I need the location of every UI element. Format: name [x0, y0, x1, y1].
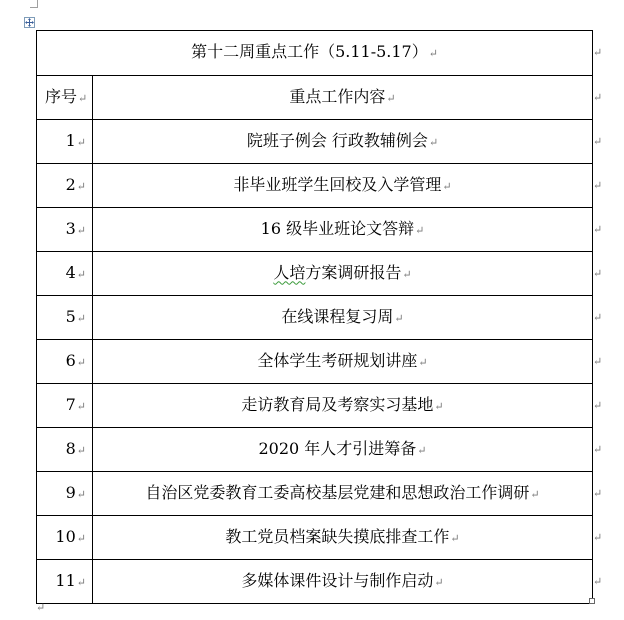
row-index-cell[interactable]: [37, 340, 93, 384]
row-index: 4: [65, 262, 76, 282]
table-row: [37, 384, 593, 428]
row-content: 非毕业班学生回校及入学管理: [233, 174, 442, 194]
cell-end-mark: ↵: [530, 487, 540, 501]
cell-end-mark: ↵: [450, 531, 460, 545]
cell-end-mark: ↵: [76, 267, 86, 281]
row-index-cell[interactable]: [37, 296, 93, 340]
row-index-cell[interactable]: [37, 560, 93, 604]
row-end-mark: ↵: [593, 178, 603, 192]
cell-end-mark: ↵: [428, 135, 439, 149]
cell-end-mark: ↵: [418, 355, 428, 369]
row-index-cell[interactable]: [37, 384, 93, 428]
cell-end-mark: ↵: [76, 223, 86, 237]
row-index-cell[interactable]: [37, 164, 93, 208]
row-index: 7: [65, 394, 76, 414]
row-index-cell[interactable]: [37, 516, 93, 560]
row-index-cell[interactable]: [37, 208, 93, 252]
row-index: 11: [55, 570, 76, 590]
row-end-mark: ↵: [593, 354, 603, 368]
cell-end-mark: ↵: [394, 311, 404, 325]
row-content: 自治区党委教育工委高校基层党建和思想政治工作调研: [145, 482, 530, 502]
row-end-mark: ↵: [593, 222, 603, 236]
cell-end-mark: ↵: [76, 399, 86, 413]
header-index-label: 序号: [45, 86, 78, 106]
row-index: 8: [65, 438, 76, 458]
row-end-mark: ↵: [593, 266, 603, 280]
row-index-cell[interactable]: [37, 428, 93, 472]
corner-mark: [30, 7, 38, 8]
cell-end-mark: ↵: [76, 355, 86, 369]
cell-end-mark: ↵: [428, 47, 438, 60]
trailing-paragraph-mark: ↵: [36, 601, 46, 614]
cell-end-mark: ↵: [402, 267, 412, 281]
row-content: 16 级毕业班论文答辩: [260, 218, 415, 238]
header-content-cell[interactable]: [93, 76, 593, 120]
header-content-label: 重点工作内容: [289, 86, 386, 106]
table-row: [37, 340, 593, 384]
cell-end-mark: ↵: [415, 223, 425, 237]
work-plan-table: [36, 30, 593, 604]
cell-end-mark: ↵: [76, 443, 86, 457]
row-index: 9: [65, 482, 76, 502]
table-title-cell[interactable]: [37, 31, 593, 76]
row-content-cell[interactable]: [93, 252, 593, 296]
table-resize-handle[interactable]: [589, 598, 595, 604]
row-index: 5: [65, 306, 76, 326]
row-end-mark: ↵: [593, 398, 603, 412]
table-row: [37, 164, 593, 208]
table-row: [37, 252, 593, 296]
row-end-mark: ↵: [593, 530, 603, 544]
table-row: [37, 296, 593, 340]
row-index-cell[interactable]: [37, 120, 93, 164]
cell-end-mark: ↵: [442, 179, 452, 193]
row-end-mark: ↵: [593, 486, 603, 500]
table-row: [37, 120, 593, 164]
cell-end-mark: ↵: [434, 575, 444, 589]
spellcheck-underline: 人培: [273, 262, 306, 282]
row-content: 人培方案调研报告: [273, 262, 402, 282]
row-end-mark: ↵: [593, 310, 603, 324]
move-arrows-icon: [25, 18, 34, 27]
row-content-cell[interactable]: [93, 516, 593, 560]
row-content: 全体学生考研规划讲座: [257, 350, 418, 370]
cell-end-mark: ↵: [78, 91, 88, 105]
row-content: 2020 年人才引进筹备: [258, 438, 417, 458]
table-row: [37, 472, 593, 516]
header-index-cell[interactable]: [37, 76, 93, 120]
row-content-cell[interactable]: [93, 120, 593, 164]
row-index: 3: [65, 218, 76, 238]
row-content-cell[interactable]: [93, 472, 593, 516]
table-row: [37, 516, 593, 560]
cell-end-mark: ↵: [76, 487, 86, 501]
row-index: 1: [65, 130, 76, 150]
row-content-cell[interactable]: [93, 560, 593, 604]
table-move-handle-icon[interactable]: [24, 17, 35, 28]
cell-end-mark: ↵: [434, 399, 444, 413]
row-end-mark: ↵: [593, 46, 603, 59]
cell-end-mark: ↵: [417, 443, 427, 457]
row-content-cell[interactable]: [93, 384, 593, 428]
table-row: [37, 560, 593, 604]
row-content-cell[interactable]: [93, 296, 593, 340]
row-content-cell[interactable]: [93, 164, 593, 208]
cell-end-mark: ↵: [386, 91, 396, 105]
row-content: 教工党员档案缺失摸底排查工作: [225, 526, 450, 546]
table-row: [37, 208, 593, 252]
row-index: 2: [65, 174, 76, 194]
row-index-cell[interactable]: [37, 472, 93, 516]
row-content: 走访教育局及考察实习基地: [241, 394, 434, 414]
cell-end-mark: ↵: [76, 575, 86, 589]
cell-end-mark: ↵: [76, 311, 86, 325]
table-title-row: [37, 31, 593, 76]
cell-end-mark: ↵: [76, 179, 86, 193]
row-content-cell[interactable]: [93, 428, 593, 472]
row-end-mark: ↵: [593, 90, 603, 104]
row-content: 多媒体课件设计与制作启动: [241, 570, 434, 590]
row-index: 6: [65, 350, 76, 370]
row-content: 在线课程复习周: [281, 306, 394, 326]
table-title: 第十二周重点工作（5.11-5.17）: [191, 42, 428, 61]
cell-end-mark: ↵: [76, 135, 86, 149]
row-index: 10: [55, 526, 76, 546]
row-index-cell[interactable]: [37, 252, 93, 296]
row-end-mark: ↵: [593, 134, 603, 148]
row-end-mark: ↵: [593, 574, 603, 588]
row-content-cell[interactable]: [93, 208, 593, 252]
row-end-mark: ↵: [593, 442, 603, 456]
table-header-row: [37, 76, 593, 120]
cell-end-mark: ↵: [76, 531, 86, 545]
table-row: [37, 428, 593, 472]
row-content-cell[interactable]: [93, 340, 593, 384]
row-content: 院班子例会 行政教辅例会: [246, 130, 428, 150]
